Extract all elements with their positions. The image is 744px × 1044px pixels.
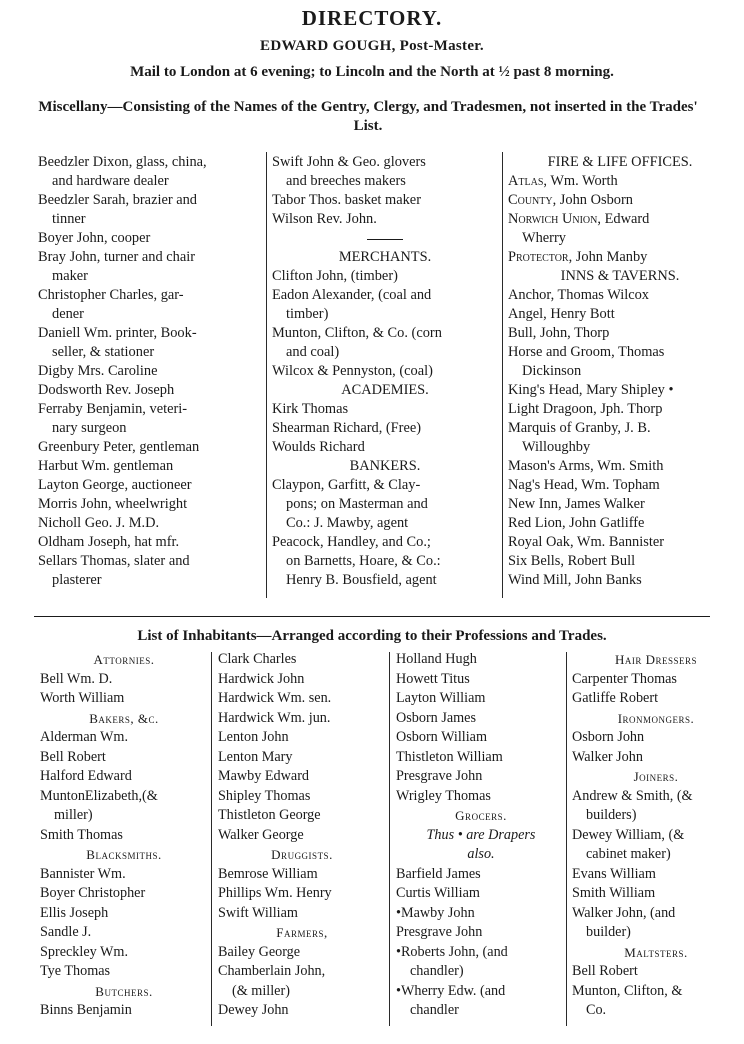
directory-entry: Curtis William	[396, 885, 480, 901]
directory-entry: Bray John, turner and chair	[38, 249, 196, 265]
agent-name: John Osborn	[556, 192, 633, 208]
directory-entry: Evans William	[572, 865, 656, 882]
office-name: Norwich Union,	[508, 211, 601, 227]
directory-entry: Ellis Joseph	[40, 904, 109, 921]
directory-entry: Holland Hugh	[396, 651, 477, 667]
directory-entry: Nag's Head, Wm. Topham	[508, 477, 660, 493]
trade-heading: Bakers, &c.	[89, 710, 159, 726]
trade-heading: Joiners.	[633, 769, 679, 784]
section-divider	[34, 616, 710, 617]
mail-times-line: Mail to London at 6 evening; to Lincoln and the North at ½ past 8 morning.	[130, 64, 614, 80]
directory-entry: Peacock, Handley, and Co.;	[272, 534, 431, 550]
directory-entry: •Mawby John	[396, 904, 475, 921]
directory-entry: Horse and Groom, Thomas	[508, 344, 665, 360]
section-heading: ACADEMIES.	[341, 382, 429, 398]
entry-continuation: Co.: J. Mawby, agent	[286, 515, 409, 531]
directory-entry: Osborn John	[572, 729, 645, 745]
trade-heading: Farmers,	[276, 925, 328, 940]
entry-continuation: tinner	[52, 211, 86, 227]
directory-entry: Bemrose William	[218, 865, 318, 882]
directory-entry: Smith Thomas	[40, 826, 123, 843]
trade-heading: Butchers.	[95, 983, 153, 999]
directory-entry: Oldham Joseph, hat mfr.	[38, 534, 180, 550]
directory-entry: Presgrave John	[396, 924, 483, 940]
entry-continuation: cabinet maker)	[586, 846, 671, 862]
directory-entry: Lenton John	[218, 729, 289, 745]
directory-entry: Chamberlain John,	[218, 963, 326, 979]
column-divider	[502, 152, 503, 598]
directory-entry: Wilson Rev. John.	[272, 211, 377, 227]
directory-entry: •Wherry Edw. (and	[396, 982, 506, 999]
short-rule-line	[367, 239, 403, 240]
directory-entry: Boyer Christopher	[40, 885, 146, 901]
directory-entry: Osborn James	[396, 709, 476, 726]
directory-entry: Worth William	[40, 690, 125, 706]
column-divider	[211, 652, 212, 1026]
column-divider	[566, 652, 567, 1026]
directory-entry: Hardwick John	[218, 670, 305, 687]
trade-heading: Attornies.	[93, 652, 155, 667]
directory-entry: Mason's Arms, Wm. Smith	[508, 458, 664, 474]
inhabitants-column-4	[572, 650, 740, 1021]
section-heading: FIRE & LIFE OFFICES.	[547, 154, 693, 170]
postmaster-line: EDWARD GOUGH, Post-Master.	[260, 38, 484, 54]
section-heading: BANKERS.	[349, 458, 421, 474]
page-title: DIRECTORY.	[301, 6, 443, 30]
entry-continuation: on Barnetts, Hoare, & Co.:	[286, 553, 441, 569]
trade-heading: Hair Dressers	[614, 652, 698, 667]
trade-heading: Druggists.	[271, 847, 333, 862]
directory-entry: New Inn, James Walker	[508, 496, 645, 512]
directory-entry: Claypon, Garfitt, & Clay-	[272, 477, 421, 493]
directory-entry: MuntonElizabeth,(&	[40, 787, 158, 804]
directory-entry: Bell Wm. D.	[40, 670, 113, 687]
directory-entry: Clifton John, (timber)	[272, 268, 398, 284]
miscellany-heading: Miscellany—Consisting of the Names of the Gentry, Clergy, and Tradesmen, not inserted in the Trades' List.	[38, 99, 698, 134]
directory-entry: Carpenter Thomas	[572, 670, 677, 687]
directory-entry: Eadon Alexander, (coal and	[272, 287, 432, 303]
column-divider	[389, 652, 390, 1026]
directory-entry: Marquis of Granby, J. B.	[508, 420, 651, 436]
inhabitants-column-2	[218, 650, 386, 1021]
directory-entry: Red Lion, John Gatliffe	[508, 515, 645, 531]
directory-entry: Sellars Thomas, slater and	[38, 553, 190, 569]
directory-entry: Walker John	[572, 748, 643, 765]
entry-continuation: Henry B. Bousfield, agent	[286, 572, 437, 588]
agent-name: John Manby	[572, 249, 648, 265]
directory-entry: Andrew & Smith, (&	[572, 787, 693, 804]
directory-entry: •Roberts John, (and	[396, 943, 508, 960]
entry-continuation: seller, & stationer	[52, 344, 155, 360]
directory-entry: Six Bells, Robert Bull	[508, 553, 636, 569]
directory-entry: Beedzler Sarah, brazier and	[38, 192, 198, 208]
inhabitants-column-1	[40, 650, 208, 1021]
directory-entry: Tabor Thos. basket maker	[272, 192, 421, 208]
directory-entry: Bell Robert	[572, 963, 638, 979]
directory-entry: Wind Mill, John Banks	[508, 572, 642, 588]
directory-entry	[508, 172, 732, 191]
directory-entry: Wilcox & Pennyston, (coal)	[272, 363, 433, 379]
directory-entry: Sandle J.	[40, 924, 92, 940]
directory-entry: Dewey John	[218, 1002, 289, 1018]
entry-continuation: builders)	[586, 807, 637, 823]
directory-entry: Boyer John, cooper	[38, 230, 151, 246]
directory-entry: Swift John & Geo. glovers	[272, 154, 426, 170]
inhabitants-column-3	[396, 650, 566, 1021]
miscellany-column-3	[508, 153, 732, 590]
directory-entry: Dewey William, (&	[572, 826, 685, 843]
directory-entry: Beedzler Dixon, glass, china,	[38, 154, 207, 170]
directory-entry: Digby Mrs. Caroline	[38, 363, 158, 379]
directory-entry: Shipley Thomas	[218, 787, 311, 804]
entry-continuation: Wherry	[522, 230, 566, 246]
directory-entry: Swift William	[218, 904, 298, 921]
entry-continuation: dener	[52, 306, 84, 322]
entry-continuation: chandler)	[410, 963, 464, 979]
directory-entry: Munton, Clifton, &	[572, 982, 683, 999]
entry-continuation: and coal)	[286, 344, 340, 360]
directory-entry: Greenbury Peter, gentleman	[38, 439, 200, 455]
directory-entry: Bell Robert	[40, 748, 106, 765]
directory-entry: Munton, Clifton, & Co. (corn	[272, 325, 442, 341]
note-line: Thus • are Drapers	[426, 826, 536, 843]
directory-entry: Morris John, wheelwright	[38, 496, 188, 512]
directory-entry: Bannister Wm.	[40, 865, 126, 882]
directory-entry	[508, 210, 732, 229]
office-name: Atlas,	[508, 173, 547, 189]
short-rule	[272, 229, 498, 248]
directory-entry: Gatliffe Robert	[572, 690, 659, 706]
entry-continuation: Willoughby	[522, 439, 591, 455]
directory-entry: Osborn William	[396, 729, 487, 745]
directory-entry: Hardwick Wm. jun.	[218, 709, 331, 726]
directory-entry: Alderman Wm.	[40, 729, 128, 745]
entry-continuation: Dickinson	[522, 363, 582, 379]
directory-entry: Christopher Charles, gar-	[38, 287, 184, 303]
directory-entry: Ferraby Benjamin, veteri-	[38, 401, 188, 417]
entry-continuation: plasterer	[52, 572, 102, 588]
directory-entry: Lenton Mary	[218, 748, 293, 765]
note-line: also.	[467, 846, 495, 862]
directory-entry: Royal Oak, Wm. Bannister	[508, 534, 665, 550]
directory-entry: Bailey George	[218, 943, 301, 960]
directory-entry: Tye Thomas	[40, 963, 111, 979]
directory-entry: Daniell Wm. printer, Book-	[38, 325, 197, 341]
entry-continuation: nary surgeon	[52, 420, 127, 436]
section-heading: INNS & TAVERNS.	[560, 268, 680, 284]
directory-entry: Woulds Richard	[272, 439, 365, 455]
directory-entry: Bull, John, Thorp	[508, 325, 610, 341]
entry-continuation: timber)	[286, 306, 329, 322]
directory-entry: Angel, Henry Bott	[508, 306, 615, 322]
trade-heading: Blacksmiths.	[86, 847, 162, 862]
directory-entry: Walker George	[218, 826, 304, 843]
entry-continuation: pons; on Masterman and	[286, 496, 428, 512]
entry-continuation: and hardware dealer	[52, 173, 169, 189]
directory-entry: Mawby Edward	[218, 768, 310, 784]
entry-continuation: and breeches makers	[286, 173, 406, 189]
entry-continuation: (& miller)	[232, 982, 290, 999]
directory-entry: Binns Benjamin	[40, 1002, 132, 1018]
directory-entry: Wrigley Thomas	[396, 787, 491, 804]
directory-entry: Shearman Richard, (Free)	[272, 420, 422, 436]
entry-continuation: maker	[52, 268, 88, 284]
office-name: County,	[508, 192, 557, 208]
directory-entry: Walker John, (and	[572, 904, 676, 921]
agent-name: Edward	[600, 211, 650, 227]
directory-entry: Layton William	[396, 690, 486, 706]
section-heading: MERCHANTS.	[338, 249, 432, 265]
office-name: Protector,	[508, 249, 573, 265]
trade-heading: Grocers.	[455, 808, 507, 823]
inhabitants-list-heading: List of Inhabitants—Arranged according to their Professions and Trades.	[137, 628, 607, 644]
directory-entry: Presgrave John	[396, 768, 483, 784]
miscellany-column-1	[38, 153, 262, 590]
entry-continuation: Co.	[586, 1002, 607, 1018]
directory-entry: Dodsworth Rev. Joseph	[38, 382, 175, 398]
directory-entry: Anchor, Thomas Wilcox	[508, 287, 649, 303]
directory-entry: Clark Charles	[218, 651, 297, 667]
directory-entry: Halford Edward	[40, 768, 132, 784]
trade-heading: Maltsters.	[624, 944, 688, 960]
directory-entry: Spreckley Wm.	[40, 943, 128, 960]
directory-entry: Howett Titus	[396, 670, 470, 687]
directory-entry: Thistleton George	[218, 807, 321, 823]
directory-entry	[508, 248, 732, 267]
directory-entry: Hardwick Wm. sen.	[218, 690, 332, 706]
directory-entry: Kirk Thomas	[272, 401, 349, 417]
directory-entry	[508, 191, 732, 210]
directory-entry: Thistleton William	[396, 748, 503, 765]
trade-heading: Ironmongers.	[617, 710, 695, 726]
directory-entry: Harbut Wm. gentleman	[38, 458, 174, 474]
entry-continuation: miller)	[54, 807, 93, 823]
directory-entry: Nicholl Geo. J. M.D.	[38, 515, 160, 531]
entry-continuation: builder)	[586, 924, 631, 940]
directory-entry: Barfield James	[396, 865, 481, 882]
directory-entry: Smith William	[572, 885, 656, 901]
column-divider	[266, 152, 267, 598]
miscellany-column-2	[272, 153, 498, 590]
agent-name: Wm. Worth	[547, 173, 618, 189]
directory-entry: Phillips Wm. Henry	[218, 885, 332, 901]
directory-entry: King's Head, Mary Shipley •	[508, 382, 674, 398]
directory-entry: Light Dragoon, Jph. Thorp	[508, 401, 663, 417]
entry-continuation: chandler	[410, 1002, 459, 1018]
directory-entry: Layton George, auctioneer	[38, 477, 192, 493]
